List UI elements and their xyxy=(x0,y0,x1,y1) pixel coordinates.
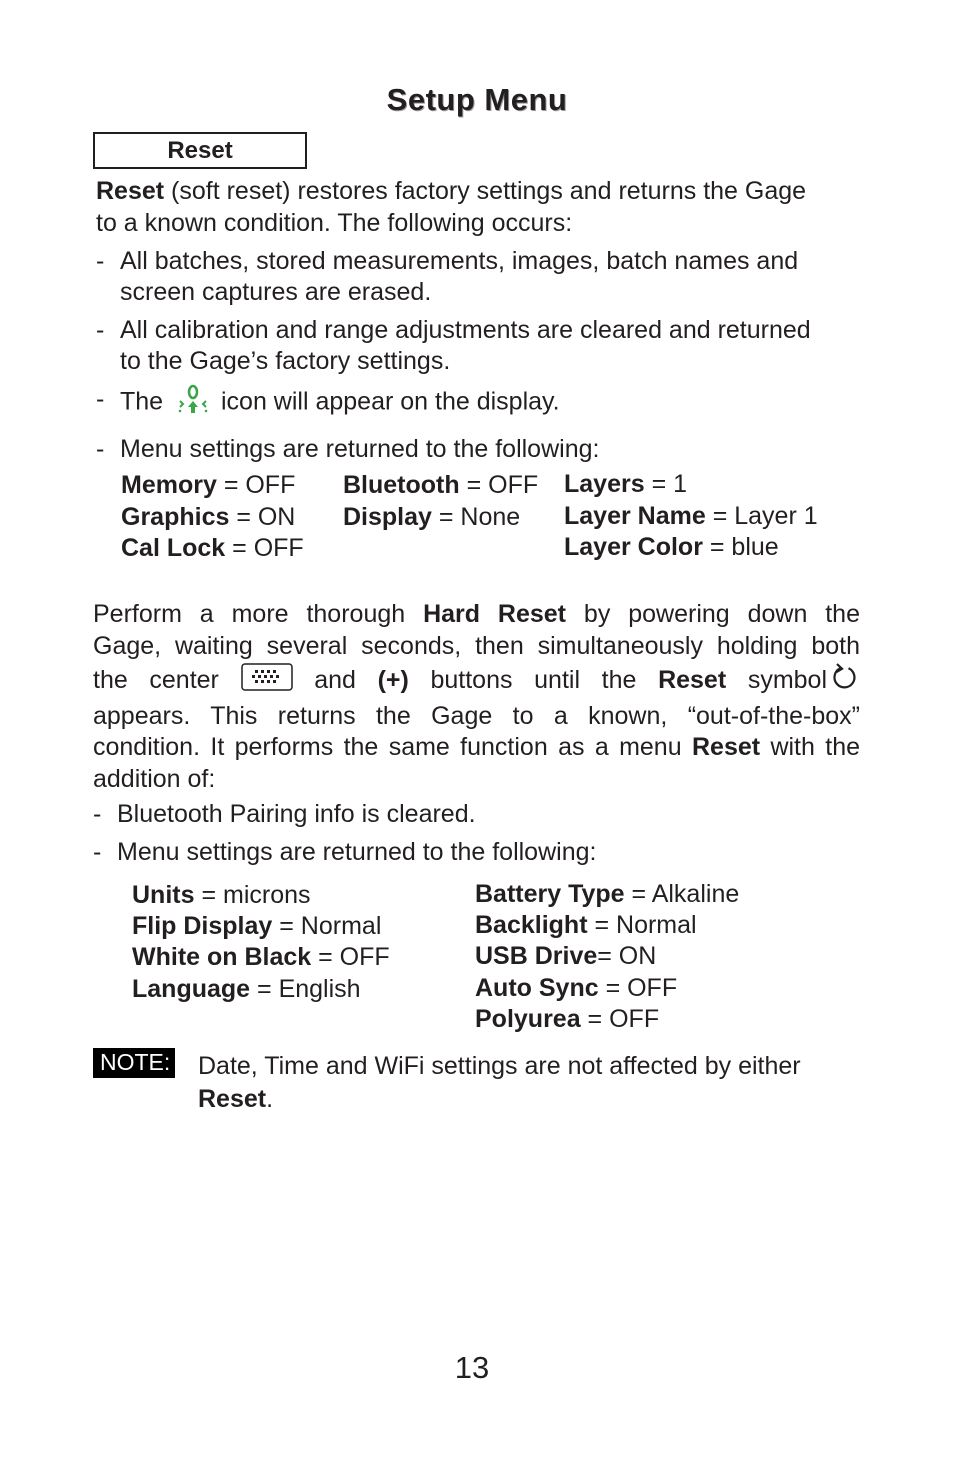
bold-hard-reset: Hard Reset xyxy=(423,600,567,628)
list-item xyxy=(96,434,860,465)
setting-value: = OFF xyxy=(311,943,390,972)
setting-value: = 1 xyxy=(644,470,688,498)
setting-value: = Alkaline xyxy=(624,880,740,908)
setting-value: = blue xyxy=(702,533,779,561)
text-span: with the xyxy=(770,733,860,761)
setting-key: Cal Lock xyxy=(121,534,226,562)
hard-reset-line-2: Gage, waiting several seconds, then simultaneously holding both xyxy=(93,631,860,660)
icon-bullet-after: icon will appear on the display. xyxy=(221,387,560,416)
text-span: Perform a more thorough xyxy=(93,600,406,628)
bullet-dash: - xyxy=(93,800,102,828)
hard-reset-paragraph xyxy=(93,599,860,795)
setting-key: White on Black xyxy=(132,943,312,972)
bullet-dash: - xyxy=(96,385,105,413)
person-zero-icon xyxy=(176,384,210,422)
bullet-text: Menu settings are returned to the following: xyxy=(120,435,600,463)
bullet-text-line: screen captures are erased. xyxy=(120,278,432,306)
setting-key: Display xyxy=(343,502,432,531)
reset-circle-icon xyxy=(830,662,860,701)
text-span: buttons until the xyxy=(430,665,637,694)
note-line-1: Date, Time and WiFi settings are not affected by either xyxy=(198,1052,801,1080)
hard-reset-line-1 xyxy=(93,599,860,631)
bullet-text-line: All calibration and range adjustments are cleared and returned xyxy=(120,316,811,344)
bullet-dash: - xyxy=(96,247,105,275)
setting-key: Flip Display xyxy=(132,912,273,941)
text-span: condition. It performs the same function as a menu xyxy=(93,733,682,761)
setting-value: = microns xyxy=(194,881,311,909)
reset-symbol-group xyxy=(658,666,860,694)
setting-layer-color xyxy=(564,532,818,564)
setting-value: = ON xyxy=(597,942,657,971)
setting-bluetooth xyxy=(343,470,538,502)
bullet-dash: - xyxy=(96,316,105,344)
setting-key: Battery Type xyxy=(475,880,625,908)
hard-reset-line-4: appears. This returns the Gage to a known, “out-of-the-box” xyxy=(93,701,860,730)
list-item xyxy=(93,799,857,830)
bold-reset: Reset xyxy=(691,733,761,761)
note-badge: NOTE: xyxy=(93,1048,175,1078)
setting-key: Layers xyxy=(564,470,645,498)
bold-plus: (+) xyxy=(377,665,409,694)
setting-value: = None xyxy=(431,502,521,531)
bullet-text-line: All batches, stored measurements, images, batch names and xyxy=(120,247,799,275)
setting-polyurea xyxy=(475,1004,739,1035)
setting-value: = OFF xyxy=(225,534,304,562)
settings-column-2 xyxy=(343,470,538,533)
setting-key: Layer Color xyxy=(564,533,703,561)
setting-battery-type xyxy=(475,879,739,910)
icon-bullet-before: The xyxy=(120,387,164,416)
bold-reset: Reset xyxy=(198,1085,267,1113)
settings-column-1 xyxy=(121,470,304,565)
setting-value: = English xyxy=(250,974,361,1003)
setting-value: = OFF xyxy=(216,471,296,499)
setting-key: Auto Sync xyxy=(475,973,599,1002)
intro-line-2: to a known condition. The following occurs: xyxy=(96,209,573,237)
text-span: and xyxy=(314,665,356,694)
setting-units xyxy=(132,880,390,911)
text-span: symbol xyxy=(747,665,827,694)
bullet-text-line: to the Gage’s factory settings. xyxy=(120,347,451,375)
grid-button-icon xyxy=(241,663,293,700)
hard-reset-line-3 xyxy=(93,662,860,701)
setting-flip-display xyxy=(132,911,390,942)
bullet-text: Bluetooth Pairing info is cleared. xyxy=(117,800,476,828)
list-item-icon xyxy=(96,384,860,422)
bullet-dash: - xyxy=(96,435,105,463)
page-number: 13 xyxy=(454,1350,490,1385)
bullet-dash: - xyxy=(93,838,102,866)
setting-value: = OFF xyxy=(580,1004,660,1033)
text-span: by powering down the xyxy=(583,600,860,628)
bullet-text: Menu settings are returned to the following: xyxy=(117,838,597,866)
text-span: the center xyxy=(93,665,219,694)
setting-display xyxy=(343,502,538,534)
settings2-column-2 xyxy=(475,879,739,1035)
intro-paragraph xyxy=(96,175,860,239)
setting-value: = OFF xyxy=(459,471,539,499)
setting-key: Language xyxy=(132,974,251,1003)
setting-memory xyxy=(121,470,304,502)
setting-key: Bluetooth xyxy=(343,471,460,499)
setting-key: Units xyxy=(132,881,195,909)
setting-key: Memory xyxy=(121,471,217,499)
setting-graphics xyxy=(121,502,304,534)
page-title: Setup Menu xyxy=(386,82,568,117)
setting-cal-lock xyxy=(121,533,304,565)
setting-auto-sync xyxy=(475,973,739,1004)
setting-backlight xyxy=(475,910,739,941)
list-item xyxy=(96,315,860,377)
section-label-reset: Reset xyxy=(93,132,307,169)
setting-key: Backlight xyxy=(475,911,588,940)
intro-bold-reset: Reset xyxy=(96,177,165,205)
setting-key: Layer Name xyxy=(564,501,706,530)
text-span: . xyxy=(266,1085,274,1113)
setting-value: = Layer 1 xyxy=(705,501,818,530)
setting-layers xyxy=(564,469,818,501)
setting-usb-drive xyxy=(475,941,739,972)
settings-column-3 xyxy=(564,469,818,564)
list-item xyxy=(96,246,860,308)
intro-line-1 xyxy=(96,175,860,207)
setting-value: = OFF xyxy=(598,973,678,1002)
list-item xyxy=(93,837,857,868)
setting-language xyxy=(132,974,390,1005)
hard-reset-line-5 xyxy=(93,732,860,764)
setting-key: Graphics xyxy=(121,502,230,531)
hard-reset-line-6: addition of: xyxy=(93,764,216,793)
setting-value: = Normal xyxy=(272,912,382,941)
setting-white-on-black xyxy=(132,942,390,973)
bold-reset: Reset xyxy=(658,665,727,694)
setting-key: USB Drive xyxy=(475,942,598,971)
setting-key: Polyurea xyxy=(475,1004,581,1033)
note-text xyxy=(198,1050,801,1116)
settings2-column-1 xyxy=(132,880,390,1005)
setting-value: = ON xyxy=(229,502,296,531)
note-line-2 xyxy=(198,1083,801,1116)
setting-layer-name xyxy=(564,501,818,533)
setting-value: = Normal xyxy=(587,911,697,940)
intro-line1-text: (soft reset) restores factory settings and returns the Gage xyxy=(164,177,807,205)
